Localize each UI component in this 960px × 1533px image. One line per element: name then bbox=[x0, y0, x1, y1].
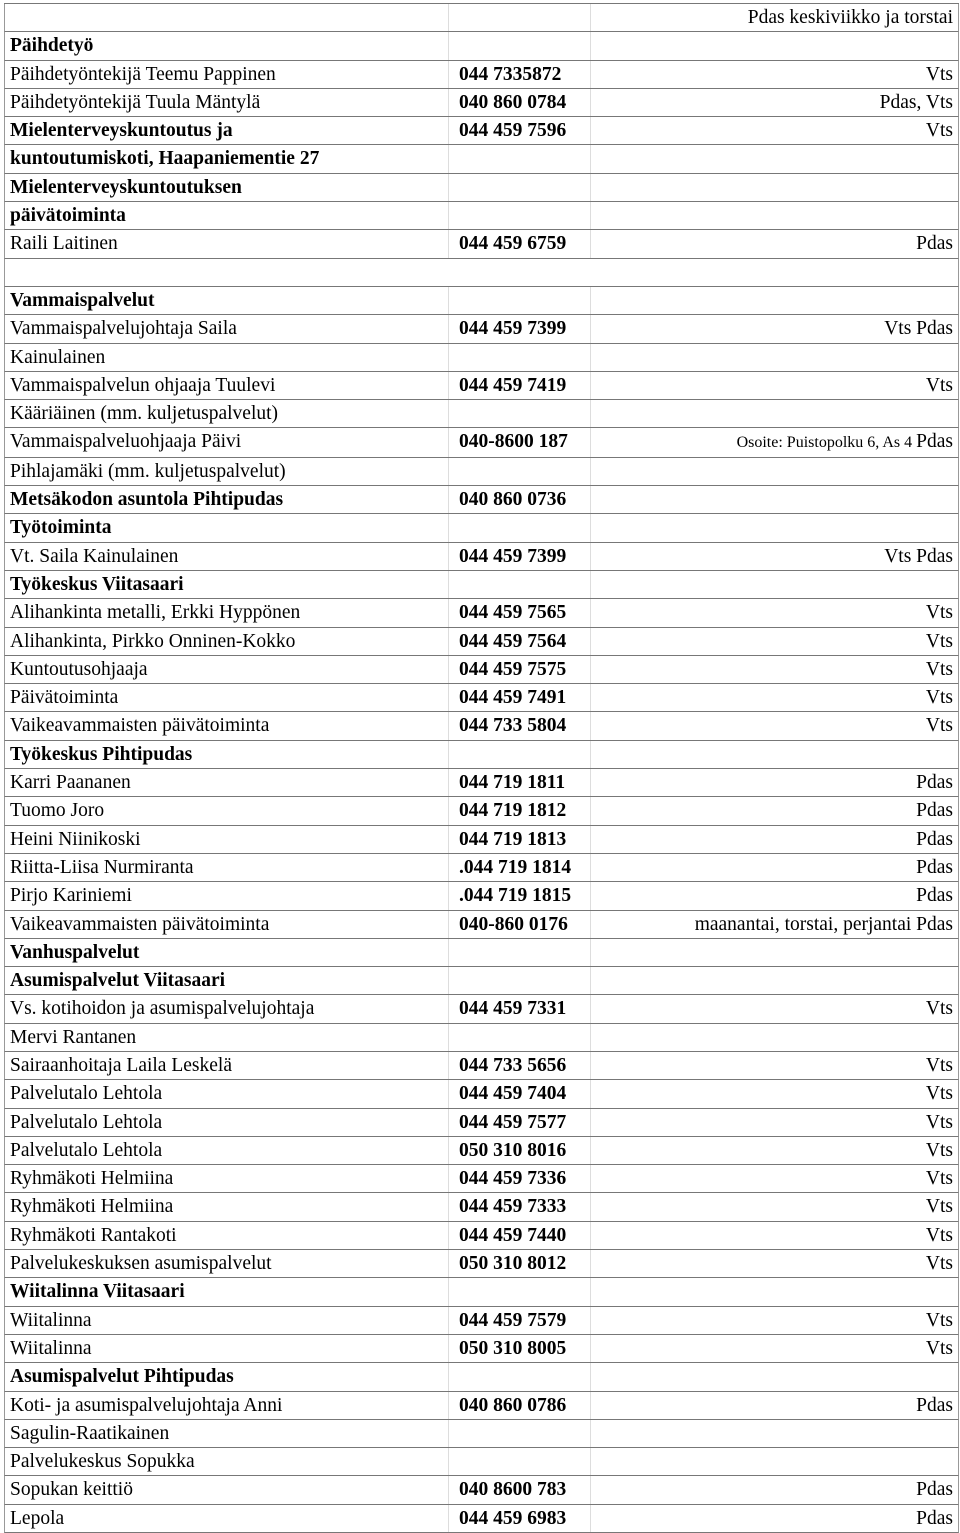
location-cell bbox=[591, 1335, 958, 1362]
location-cell bbox=[591, 1505, 958, 1532]
contact-name: Alihankinta, Pirkko Onninen-Kokko bbox=[5, 628, 449, 655]
contact-name: Vammaispalvelut bbox=[5, 287, 449, 314]
location-cell bbox=[591, 1024, 958, 1051]
phone-number bbox=[449, 4, 591, 31]
contact-name: Päihdetyö bbox=[5, 32, 449, 59]
location-cell bbox=[591, 1222, 958, 1249]
contact-row bbox=[4, 1193, 959, 1221]
contact-row bbox=[4, 656, 959, 684]
phone-number: 044 459 7596 bbox=[449, 117, 591, 144]
location-cell bbox=[591, 428, 958, 456]
location-code: Vts bbox=[925, 715, 953, 737]
contact-name: Vs. kotihoidon ja asumispalvelujohtaja bbox=[5, 995, 449, 1022]
contact-name: Tuomo Joro bbox=[5, 797, 449, 824]
location-cell bbox=[591, 1420, 958, 1447]
contact-row bbox=[4, 1392, 959, 1420]
phone-number bbox=[449, 202, 591, 229]
contact-row bbox=[4, 1165, 959, 1193]
contact-row bbox=[4, 1476, 959, 1504]
contact-name: Asumispalvelut Pihtipudas bbox=[5, 1363, 449, 1390]
phone-number: .044 719 1814 bbox=[449, 854, 591, 881]
contact-row bbox=[4, 1307, 959, 1335]
location-code: Vts bbox=[925, 658, 953, 680]
contact-row bbox=[4, 1080, 959, 1108]
location-cell bbox=[591, 797, 958, 824]
contact-row bbox=[4, 117, 959, 145]
location-cell bbox=[591, 911, 958, 938]
location-cell bbox=[591, 514, 958, 541]
location-code: Vts bbox=[925, 1139, 953, 1161]
phone-number: 050 310 8016 bbox=[449, 1137, 591, 1164]
contact-name: Päihdetyöntekijä Teemu Pappinen bbox=[5, 61, 449, 88]
phone-number bbox=[449, 400, 591, 427]
contact-name: Metsäkodon asuntola Pihtipudas bbox=[5, 486, 449, 513]
contact-row bbox=[4, 1250, 959, 1278]
contact-row bbox=[4, 712, 959, 740]
contact-name: Pirjo Kariniemi bbox=[5, 882, 449, 909]
location-cell bbox=[591, 230, 958, 257]
location-code: Pdas bbox=[916, 1507, 953, 1529]
contact-name: Sairaanhoitaja Laila Leskelä bbox=[5, 1052, 449, 1079]
location-cell bbox=[591, 1307, 958, 1334]
phone-number: 044 459 7404 bbox=[449, 1080, 591, 1107]
contact-name: Sagulin-Raatikainen bbox=[5, 1420, 449, 1447]
location-cell bbox=[591, 4, 958, 31]
location-code: Vts bbox=[925, 687, 953, 709]
phone-number bbox=[449, 571, 591, 598]
location-code: Vts bbox=[925, 1054, 953, 1076]
location-code: Vts Pdas bbox=[884, 318, 953, 340]
phone-number bbox=[449, 967, 591, 994]
location-code: Vts bbox=[925, 1168, 953, 1190]
location-code: Vts bbox=[925, 998, 953, 1020]
location-cell bbox=[591, 400, 958, 427]
contact-name: Alihankinta metalli, Erkki Hyppönen bbox=[5, 599, 449, 626]
section-heading-row bbox=[4, 1363, 959, 1391]
location-code: Vts bbox=[925, 1337, 953, 1359]
contact-row bbox=[4, 428, 959, 457]
directory-table bbox=[4, 3, 959, 1533]
contact-name: Työkeskus Pihtipudas bbox=[5, 741, 449, 768]
contact-name: kuntoutumiskoti, Haapaniementie 27 bbox=[5, 145, 449, 172]
phone-number: 044 459 7575 bbox=[449, 656, 591, 683]
contact-row bbox=[4, 230, 959, 258]
note-row bbox=[4, 4, 959, 32]
contact-row bbox=[4, 1335, 959, 1363]
contact-row bbox=[4, 769, 959, 797]
contact-name: Kainulainen bbox=[5, 344, 449, 371]
contact-name: Mervi Rantanen bbox=[5, 1024, 449, 1051]
location-cell bbox=[591, 1278, 958, 1305]
contact-row bbox=[4, 826, 959, 854]
location-cell bbox=[591, 1193, 958, 1220]
location-code: Vts bbox=[925, 602, 953, 624]
location-code: Vts bbox=[925, 1196, 953, 1218]
location-code: Vts bbox=[925, 1309, 953, 1331]
phone-number bbox=[449, 741, 591, 768]
phone-number: 040-860 0176 bbox=[449, 911, 591, 938]
contact-name: Sopukan keittiö bbox=[5, 1476, 449, 1503]
contact-name: Wiitalinna bbox=[5, 1307, 449, 1334]
location-cell bbox=[591, 117, 958, 144]
phone-number: 044 733 5804 bbox=[449, 712, 591, 739]
contact-row bbox=[4, 174, 959, 202]
contact-row bbox=[4, 1109, 959, 1137]
contact-row bbox=[4, 995, 959, 1023]
location-cell bbox=[591, 628, 958, 655]
location-cell bbox=[591, 543, 958, 570]
location-code: Pdas bbox=[916, 828, 953, 850]
phone-number: 044 459 7399 bbox=[449, 315, 591, 342]
contact-name: Riitta-Liisa Nurmiranta bbox=[5, 854, 449, 881]
phone-number: 050 310 8012 bbox=[449, 1250, 591, 1277]
phone-number: 044 719 1813 bbox=[449, 826, 591, 853]
phone-number: 044 459 7491 bbox=[449, 684, 591, 711]
location-cell bbox=[591, 32, 958, 59]
contact-name: Kuntoutusohjaaja bbox=[5, 656, 449, 683]
section-heading-row bbox=[4, 967, 959, 995]
section-heading-row bbox=[4, 486, 959, 514]
location-cell bbox=[591, 287, 958, 314]
section-heading-row bbox=[4, 571, 959, 599]
phone-number bbox=[449, 287, 591, 314]
location-cell bbox=[591, 89, 958, 116]
contact-name: Karri Paananen bbox=[5, 769, 449, 796]
contact-row bbox=[4, 400, 959, 428]
location-code: Vts bbox=[925, 630, 953, 652]
location-cell bbox=[591, 458, 958, 485]
contact-name: Vammaispalvelujohtaja Saila bbox=[5, 315, 449, 342]
location-code: Pdas bbox=[916, 856, 953, 878]
location-code: Vts bbox=[925, 1083, 953, 1105]
contact-row bbox=[4, 684, 959, 712]
contact-row bbox=[4, 1505, 959, 1533]
contact-row bbox=[4, 145, 959, 173]
spacer-row bbox=[4, 259, 959, 287]
section-heading-row bbox=[4, 514, 959, 542]
phone-number: 044 459 6983 bbox=[449, 1505, 591, 1532]
phone-number: 044 459 7399 bbox=[449, 543, 591, 570]
phone-number: 044 459 7440 bbox=[449, 1222, 591, 1249]
contact-name: Palvelutalo Lehtola bbox=[5, 1080, 449, 1107]
section-heading-row bbox=[4, 1278, 959, 1306]
contact-row bbox=[4, 61, 959, 89]
contact-name bbox=[5, 4, 449, 31]
contact-row bbox=[4, 1448, 959, 1476]
contact-row bbox=[4, 89, 959, 117]
contact-name: Mielenterveyskuntoutus ja bbox=[5, 117, 449, 144]
phone-number: 040 8600 783 bbox=[449, 1476, 591, 1503]
location-cell bbox=[591, 486, 958, 513]
location-cell bbox=[591, 599, 958, 626]
location-cell bbox=[591, 315, 958, 342]
phone-number: 044 459 6759 bbox=[449, 230, 591, 257]
phone-number: 044 7335872 bbox=[449, 61, 591, 88]
phone-number bbox=[449, 1024, 591, 1051]
contact-name: Palvelukeskuksen asumispalvelut bbox=[5, 1250, 449, 1277]
location-cell bbox=[591, 61, 958, 88]
phone-number: 044 459 7564 bbox=[449, 628, 591, 655]
contact-row bbox=[4, 854, 959, 882]
phone-number: 040 860 0736 bbox=[449, 486, 591, 513]
location-cell bbox=[591, 656, 958, 683]
contact-row bbox=[4, 1024, 959, 1052]
contact-name: Ryhmäkoti Helmiina bbox=[5, 1165, 449, 1192]
phone-number: 044 719 1811 bbox=[449, 769, 591, 796]
location-cell bbox=[591, 372, 958, 399]
location-code: Pdas, Vts bbox=[879, 91, 953, 113]
location-code: maanantai, torstai, perjantai Pdas bbox=[694, 913, 953, 935]
phone-number: 044 733 5656 bbox=[449, 1052, 591, 1079]
contact-name: Kääriäinen (mm. kuljetuspalvelut) bbox=[5, 400, 449, 427]
contact-row bbox=[4, 882, 959, 910]
contact-name: Vaikeavammaisten päivätoiminta bbox=[5, 911, 449, 938]
location-cell bbox=[591, 854, 958, 881]
phone-number bbox=[449, 1448, 591, 1475]
contact-row bbox=[4, 1420, 959, 1448]
phone-number bbox=[449, 939, 591, 966]
location-code: Pdas bbox=[916, 1479, 953, 1501]
contact-name: Vammaispalveluohjaaja Päivi bbox=[5, 428, 449, 456]
location-cell bbox=[591, 826, 958, 853]
location-code: Pdas bbox=[916, 772, 953, 794]
location-cell bbox=[591, 882, 958, 909]
location-cell bbox=[591, 1250, 958, 1277]
location-cell bbox=[591, 712, 958, 739]
contact-name: Palvelukeskus Sopukka bbox=[5, 1448, 449, 1475]
location-code: Vts bbox=[925, 1253, 953, 1275]
location-code: Pdas bbox=[916, 431, 953, 453]
contact-row bbox=[4, 344, 959, 372]
location-code: Pdas bbox=[916, 1394, 953, 1416]
location-cell bbox=[591, 967, 958, 994]
phone-number bbox=[449, 174, 591, 201]
phone-number: 040 860 0784 bbox=[449, 89, 591, 116]
phone-number bbox=[449, 1363, 591, 1390]
contact-name: Wiitalinna bbox=[5, 1335, 449, 1362]
contact-row bbox=[4, 797, 959, 825]
location-code: Vts bbox=[925, 374, 953, 396]
contact-row bbox=[4, 1137, 959, 1165]
phone-number bbox=[449, 458, 591, 485]
phone-number: 044 459 7333 bbox=[449, 1193, 591, 1220]
contact-name: päivätoiminta bbox=[5, 202, 449, 229]
contact-name: Päivätoiminta bbox=[5, 684, 449, 711]
phone-number bbox=[449, 32, 591, 59]
section-heading-row bbox=[4, 939, 959, 967]
contact-row bbox=[4, 458, 959, 486]
location-cell bbox=[591, 1109, 958, 1136]
location-code: Vts bbox=[925, 1224, 953, 1246]
location-cell bbox=[591, 995, 958, 1022]
location-cell bbox=[591, 174, 958, 201]
location-code: Vts Pdas bbox=[884, 545, 953, 567]
contact-name: Lepola bbox=[5, 1505, 449, 1532]
location-code: Vts bbox=[925, 1111, 953, 1133]
location-cell bbox=[591, 1165, 958, 1192]
contact-name: Ryhmäkoti Rantakoti bbox=[5, 1222, 449, 1249]
contact-row bbox=[4, 1052, 959, 1080]
contact-row bbox=[4, 315, 959, 343]
contact-name: Vaikeavammaisten päivätoiminta bbox=[5, 712, 449, 739]
location-code: Vts bbox=[925, 120, 953, 142]
contact-row bbox=[4, 599, 959, 627]
section-heading-row bbox=[4, 287, 959, 315]
contact-name: Palvelutalo Lehtola bbox=[5, 1137, 449, 1164]
phone-number bbox=[449, 145, 591, 172]
contact-row bbox=[4, 911, 959, 939]
contact-name: Vt. Saila Kainulainen bbox=[5, 543, 449, 570]
location-code: Pdas bbox=[916, 800, 953, 822]
contact-name: Vammaispalvelun ohjaaja Tuulevi bbox=[5, 372, 449, 399]
contact-name: Heini Niinikoski bbox=[5, 826, 449, 853]
phone-number: 044 459 7579 bbox=[449, 1307, 591, 1334]
location-cell bbox=[591, 769, 958, 796]
phone-number bbox=[449, 344, 591, 371]
phone-number: 044 719 1812 bbox=[449, 797, 591, 824]
contact-name: Mielenterveyskuntoutuksen bbox=[5, 174, 449, 201]
phone-number: 040 860 0786 bbox=[449, 1392, 591, 1419]
phone-number: .044 719 1815 bbox=[449, 882, 591, 909]
location-cell bbox=[591, 684, 958, 711]
phone-number: 044 459 7336 bbox=[449, 1165, 591, 1192]
location-code: Vts bbox=[925, 63, 953, 85]
contact-name: Asumispalvelut Viitasaari bbox=[5, 967, 449, 994]
location-cell bbox=[591, 344, 958, 371]
contact-name: Ryhmäkoti Helmiina bbox=[5, 1193, 449, 1220]
location-cell bbox=[591, 1052, 958, 1079]
contact-name: Päihdetyöntekijä Tuula Mäntylä bbox=[5, 89, 449, 116]
phone-number bbox=[449, 1420, 591, 1447]
phone-number bbox=[449, 1278, 591, 1305]
phone-number: 050 310 8005 bbox=[449, 1335, 591, 1362]
contact-row bbox=[4, 628, 959, 656]
contact-name: Vanhuspalvelut bbox=[5, 939, 449, 966]
location-cell bbox=[591, 1476, 958, 1503]
location-cell bbox=[591, 1448, 958, 1475]
contact-name: Palvelutalo Lehtola bbox=[5, 1109, 449, 1136]
contact-row bbox=[4, 372, 959, 400]
phone-number bbox=[449, 514, 591, 541]
address-note: Osoite: Puistopolku 6, As 4 bbox=[736, 434, 913, 452]
contact-name: Raili Laitinen bbox=[5, 230, 449, 257]
contact-name: Työkeskus Viitasaari bbox=[5, 571, 449, 598]
location-cell bbox=[591, 1137, 958, 1164]
phone-number: 044 459 7565 bbox=[449, 599, 591, 626]
contact-name: Työtoiminta bbox=[5, 514, 449, 541]
phone-number: 044 459 7577 bbox=[449, 1109, 591, 1136]
phone-number: 044 459 7419 bbox=[449, 372, 591, 399]
phone-number: 040-8600 187 bbox=[449, 428, 591, 456]
contact-name: Pihlajamäki (mm. kuljetuspalvelut) bbox=[5, 458, 449, 485]
location-code: Pdas bbox=[916, 885, 953, 907]
contact-row bbox=[4, 543, 959, 571]
location-cell bbox=[591, 1363, 958, 1390]
contact-name: Wiitalinna Viitasaari bbox=[5, 1278, 449, 1305]
note-text: Pdas keskiviikko ja torstai bbox=[747, 7, 953, 28]
location-cell bbox=[591, 145, 958, 172]
contact-row bbox=[4, 1222, 959, 1250]
location-cell bbox=[591, 1080, 958, 1107]
phone-number: 044 459 7331 bbox=[449, 995, 591, 1022]
contact-name: Koti- ja asumispalvelujohtaja Anni bbox=[5, 1392, 449, 1419]
location-cell bbox=[591, 571, 958, 598]
location-cell bbox=[591, 741, 958, 768]
section-heading-row bbox=[4, 32, 959, 60]
location-cell bbox=[591, 202, 958, 229]
location-cell bbox=[591, 939, 958, 966]
location-cell bbox=[591, 1392, 958, 1419]
contact-row bbox=[4, 202, 959, 230]
section-heading-row bbox=[4, 741, 959, 769]
location-code: Pdas bbox=[916, 233, 953, 255]
